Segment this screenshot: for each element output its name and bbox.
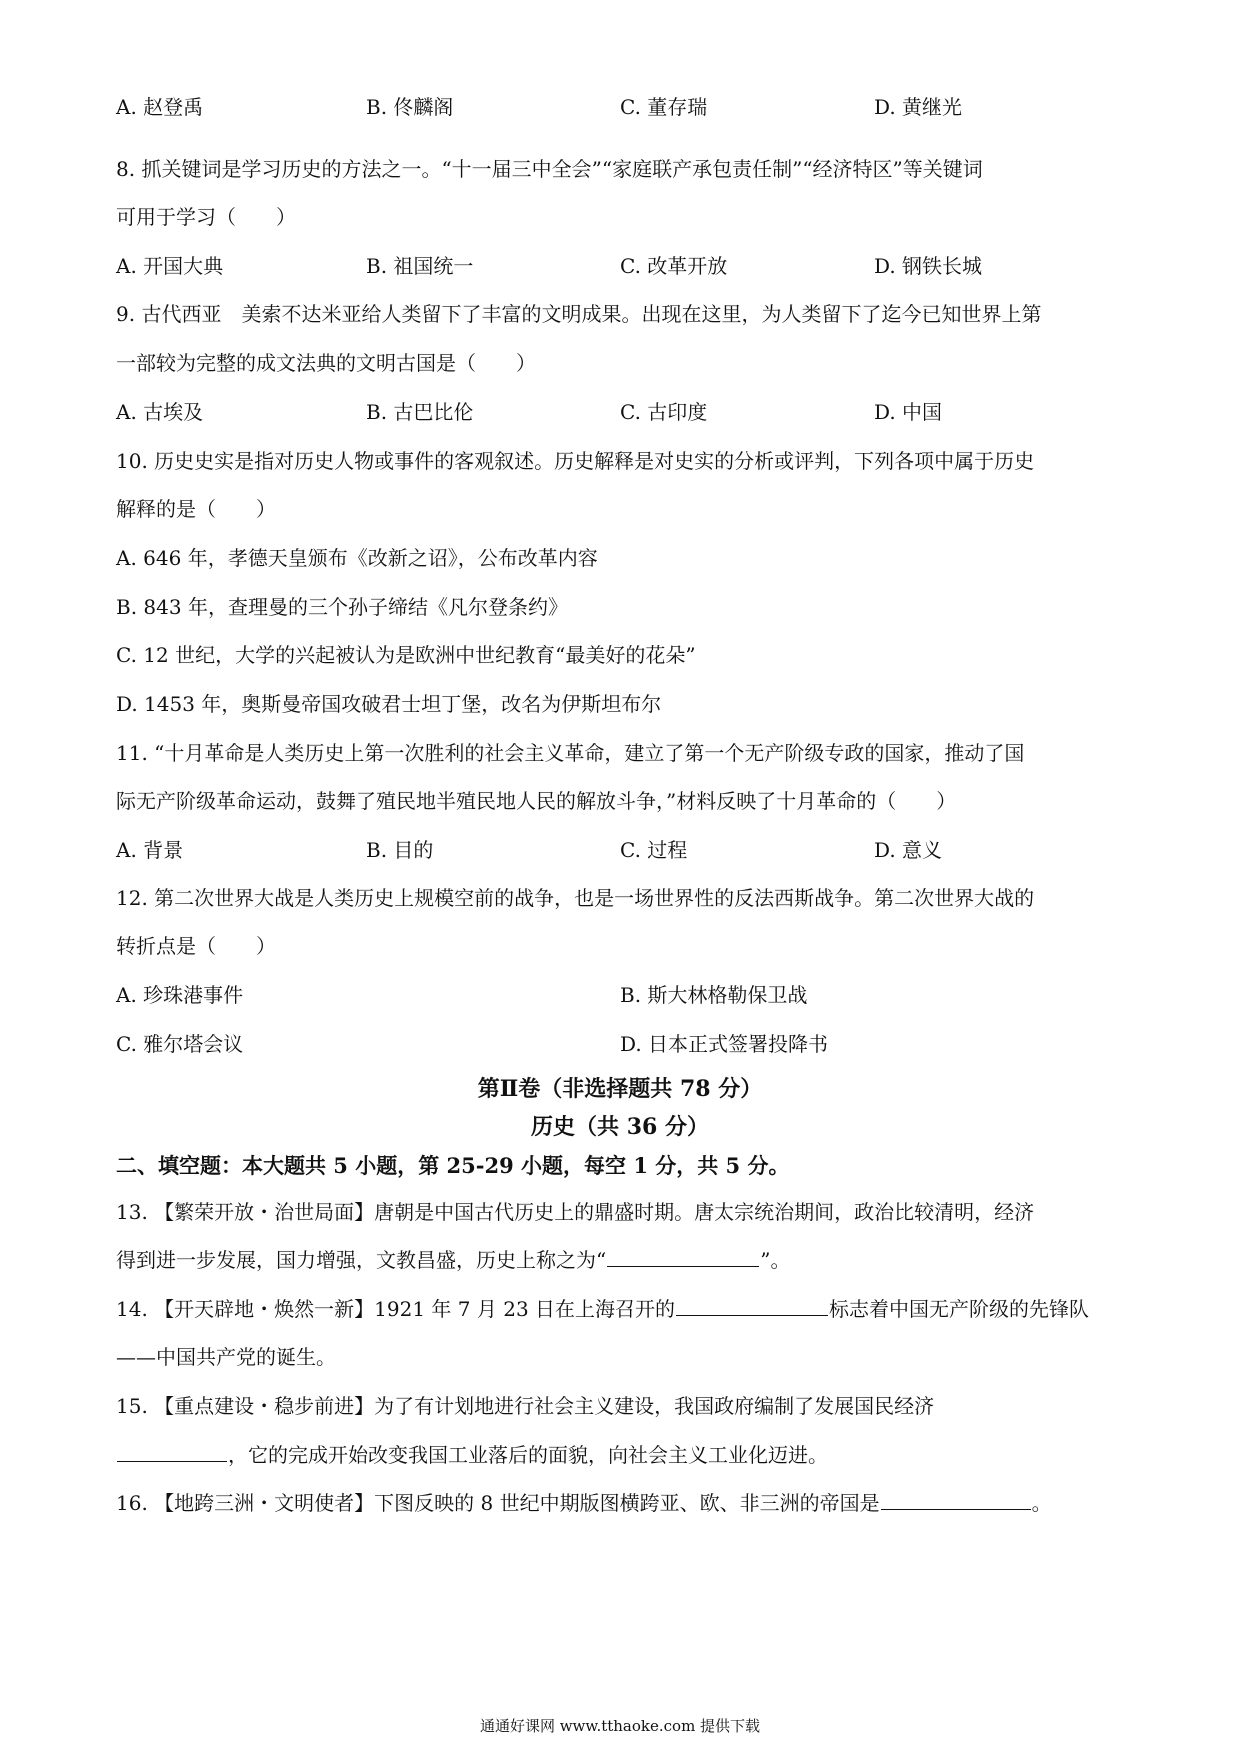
q15-stem-line1: 15. 【重点建设・稳步前进】为了有计划地进行社会主义建设，我国政府编制了发展国民经济 [116,1394,935,1418]
q12-option-a: A. 珍珠港事件 [116,983,244,1007]
q9-stem-line1: 9. 古代西亚 美索不达米亚给人类留下了丰富的文明成果。出现在这里，为人类留下了迄今已知世界上第 [116,302,1042,326]
q13-stem-line2 [116,1246,790,1274]
q11-option-b: B. 目的 [366,838,434,862]
q7-option-a: A. 赵登禹 [116,95,204,119]
q15-answer-blank[interactable] [117,1441,227,1462]
q14-text-before-blank: 14. 【开天辟地・焕然一新】1921 年 7 月 23 日在上海召开的 [116,1297,676,1321]
q8-option-a: A. 开国大典 [116,254,224,278]
q13-text-before-blank: 得到进一步发展，国力增强，文教昌盛，历史上称之为“ [116,1248,607,1272]
q11-stem-line1: 11. “十月革命是人类历史上第一次胜利的社会主义革命，建立了第一个无产阶级专政的国家，推动了国 [116,741,1025,765]
fill-in-heading: 二、填空题：本大题共 5 小题，第 25-29 小题，每空 1 分，共 5 分。 [116,1153,790,1178]
q16-text-before-blank: 16. 【地跨三洲・文明使者】下图反映的 8 世纪中期版图横跨亚、欧、非三洲的帝国是 [116,1491,880,1515]
q14-stem-line2: ——中国共产党的诞生。 [116,1345,336,1369]
q16-answer-blank[interactable] [881,1489,1031,1510]
q13-text-after-blank: ”。 [760,1248,791,1272]
q12-stem-line1: 12. 第二次世界大战是人类历史上规模空前的战争，也是一场世界性的反法西斯战争。第二次世界大战的 [116,886,1035,910]
q9-option-a: A. 古埃及 [116,400,204,424]
q9-stem-line2: 一部较为完整的成文法典的文明古国是（ ） [116,351,536,375]
section-subtitle: 历史（共 36 分） [531,1114,709,1140]
q7-option-d: D. 黄继光 [874,95,963,119]
q12-stem-line2: 转折点是（ ） [116,934,276,958]
q10-stem-line2: 解释的是（ ） [116,497,276,521]
q9-option-d: D. 中国 [874,400,943,424]
q8-stem-line2: 可用于学习（ ） [116,205,296,229]
q12-option-d: D. 日本正式签署投降书 [620,1032,829,1056]
q15-text-after-blank: ，它的完成开始改变我国工业落后的面貌，向社会主义工业化迈进。 [228,1443,828,1467]
q7-option-c: C. 董存瑞 [620,95,708,119]
q10-option-d: D. 1453 年，奥斯曼帝国攻破君士坦丁堡，改名为伊斯坦布尔 [116,692,662,716]
q12-option-c: C. 雅尔塔会议 [116,1032,244,1056]
q8-stem-line1: 8. 抓关键词是学习历史的方法之一。“十一届三中全会”“家庭联产承包责任制”“经济特区”等关键词 [116,157,983,181]
q10-option-a: A. 646 年，孝德天皇颁布《改新之诏》，公布改革内容 [116,546,598,570]
q14-answer-blank[interactable] [676,1295,828,1316]
page-footer: 通通好课网 www.tthaoke.com 提供下载 [479,1717,761,1735]
q13-stem-line1: 13. 【繁荣开放・治世局面】唐朝是中国古代历史上的鼎盛时期。唐太宗统治期间，政治比较清明，经济 [116,1200,1035,1224]
q9-option-c: C. 古印度 [620,400,708,424]
q7-option-b: B. 佟麟阁 [366,95,454,119]
q11-stem-line2: 际无产阶级革命运动，鼓舞了殖民地半殖民地人民的解放斗争，”材料反映了十月革命的（ ） [116,789,957,813]
q10-stem-line1: 10. 历史史实是指对历史人物或事件的客观叙述。历史解释是对史实的分析或评判，下列各项中属于历史 [116,449,1035,473]
section-title: 第Ⅱ卷（非选择题共 78 分） [477,1076,763,1102]
q8-option-c: C. 改革开放 [620,254,728,278]
q9-option-b: B. 古巴比伦 [366,400,474,424]
q13-answer-blank[interactable] [607,1246,759,1267]
q14-stem-line1 [116,1295,1089,1323]
q11-option-a: A. 背景 [116,838,184,862]
q16-text-after-blank: 。 [1031,1491,1052,1515]
q10-option-b: B. 843 年，查理曼的三个孙子缔结《凡尔登条约》 [116,595,568,619]
q11-option-d: D. 意义 [874,838,943,862]
q8-option-d: D. 钢铁长城 [874,254,983,278]
q15-stem-line2 [116,1441,828,1469]
q12-option-b: B. 斯大林格勒保卫战 [620,983,808,1007]
q8-option-b: B. 祖国统一 [366,254,474,278]
q16-stem-line1 [116,1489,1052,1517]
q10-option-c: C. 12 世纪，大学的兴起被认为是欧洲中世纪教育“最美好的花朵” [116,643,696,667]
q11-option-c: C. 过程 [620,838,688,862]
q14-text-after-blank: 标志着中国无产阶级的先锋队 [829,1297,1090,1321]
